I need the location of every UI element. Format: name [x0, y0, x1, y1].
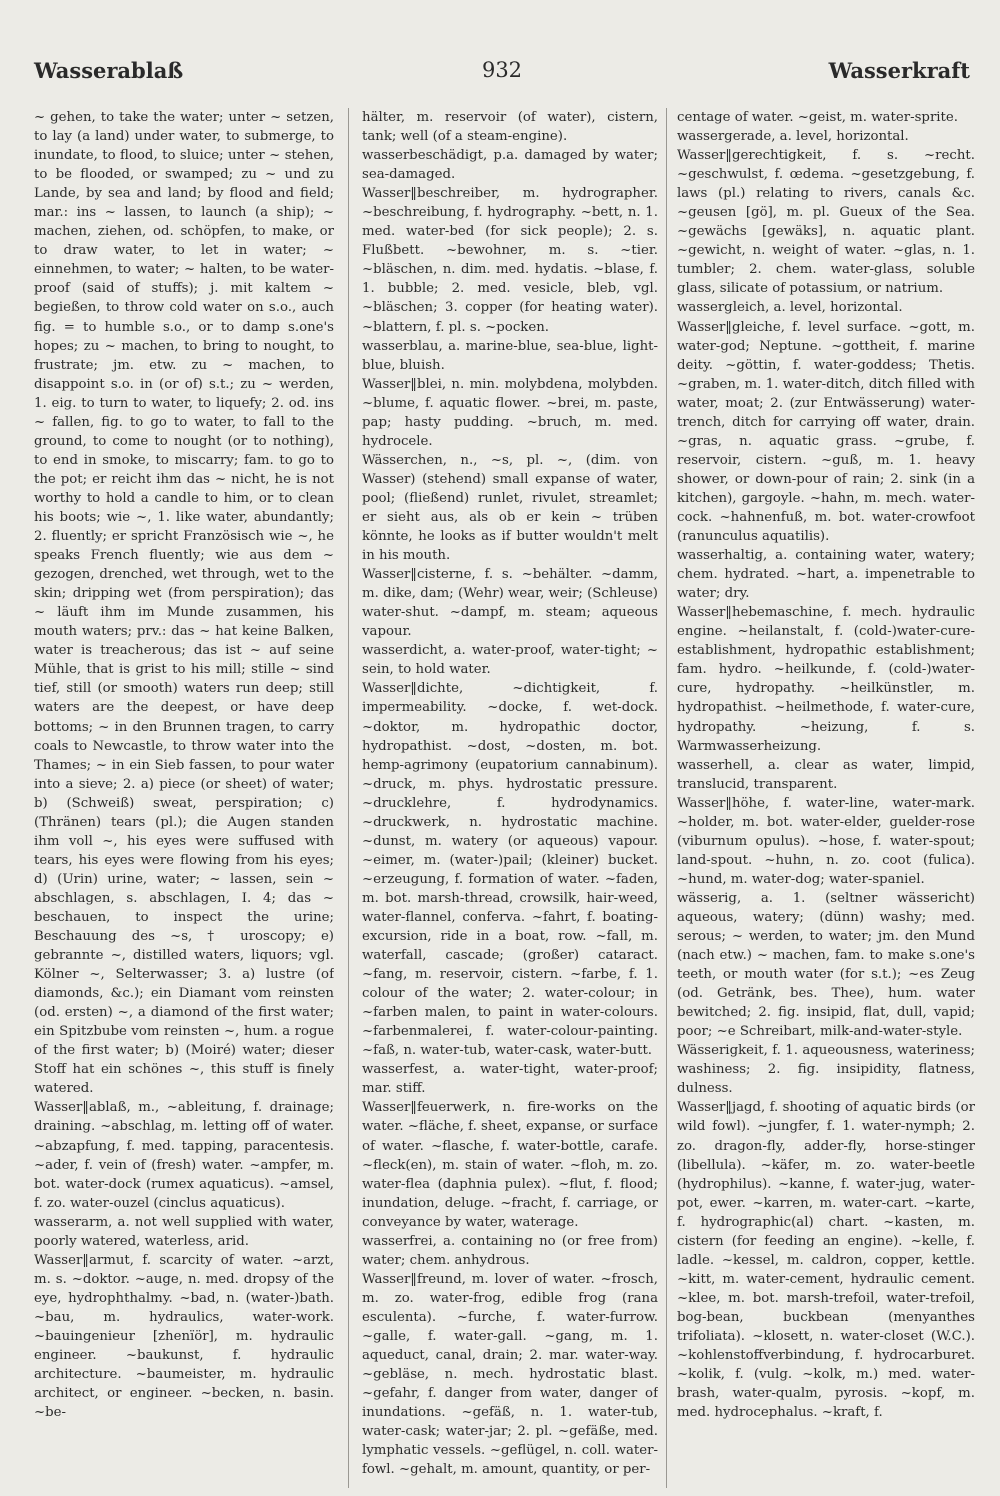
entry-paragraph: Wasser‖feuerwerk, n. fire-works on the water. ~fläche, f. sheet, expanse, or surface of water. ~flasche, f. water-bottle, carafe. ~fleck(en), m. stain of water. ~floh, m. zo. water-flea (daphnia pulex). ~flut, f. flood; inundation, deluge. ~fracht, f. carriage, or conveyance by water, waterage.: [362, 1100, 658, 1230]
header-left-guideword: Wasserablaß: [34, 58, 184, 83]
entry-paragraph: Wasser‖gleiche, f. level surface. ~gott, m. water-god; Neptune. ~gottheit, f. marine deity. ~göttin, f. water-goddess; Thetis. ~graben, m. 1. water-ditch, ditch filled with water, moat; 2. (zur Entwässerung) water-trench, ditch for carrying off water, drain. ~gras, n. aquatic grass. ~grube, f. reservoir, cistern. ~guß, m. 1. heavy shower, or down-pour of rain; 2. sink (in a kitchen), gargoyle. ~hahn, m. mech. water-cock. ~hahnenfuß, m. bot. water-crowfoot (ranunculus aquatilis).: [677, 319, 975, 545]
entry-paragraph: Wasser‖freund, m. lover of water. ~frosch, m. zo. water-frog, edible frog (rana esculenta). ~furche, f. water-furrow. ~galle, f. water-gall. ~gang, m. 1. aqueduct, canal, drain; 2. mar. water-way. ~gebläse, n. mech. hydrostatic blast. ~gefahr, f. danger from water, danger of inundations. ~gefäß, n. 1. water-tub, water-cask; water-jar; 2. pl. ~gefäße, med. lymphatic vessels. ~geflügel, n. coll. water-fowl. ~gehalt, m. amount, quantity, or per-: [362, 1271, 658, 1478]
column-divider: [666, 108, 667, 1488]
entry-paragraph: wasserblau, a. marine-blue, sea-blue, light-blue, bluish.: [362, 338, 658, 373]
page-header: [34, 58, 970, 92]
entry-paragraph: Wasser‖dichte, ~dichtigkeit, f. impermeability. ~docke, f. wet-dock. ~doktor, m. hydropathic doctor, hydropathist. ~dost, ~dosten, m. bot. hemp-agrimony (eupatorium cannabinum). ~druck, m. phys. hydrostatic pressure. ~drucklehre, f. hydrodynamics. ~druckwerk, n. hydrostatic machine. ~dunst, m. watery (or aqueous) vapour. ~eimer, m. (water-)pail; (kleiner) bucket. ~erzeugung, f. formation of water. ~faden, m. bot. marsh-thread, crowsilk, hair-weed, water-flannel, conferva. ~fahrt, f. boating-excursion, ride in a boat, row. ~fall, m. waterfall, cascade; (großer) cataract. ~fang, m. reservoir, cistern. ~farbe, f. 1. colour of the water; 2. water-colour; in ~farben malen, to paint in water-colours. ~farbenmalerei, f. water-colour-painting. ~faß, n. water-tub, water-cask, water-butt.: [362, 681, 658, 1059]
entry-paragraph: Wasser‖beschreiber, m. hydrographer. ~beschreibung, f. hydrography. ~bett, n. 1. med. water-bed (for sick people); 2. s. Flußbett. ~bewohner, m. s. ~tier. ~bläschen, n. dim. med. hydatis. ~blase, f. 1. bubble; 2. med. vesicle, bleb, vgl. ~bläschen; 3. copper (for heating water). ~blattern, f. pl. s. ~pocken.: [362, 186, 658, 335]
entry-paragraph: Wasser‖armut, f. scarcity of water. ~arzt, m. s. ~doktor. ~auge, n. med. dropsy of the eye, hydrophthalmy. ~bad, n. (water-)bath. ~bau, m. hydraulics, water-work. ~bauingenieur [zhenïör], m. hydraulic engineer. ~baukunst, f. hydraulic architecture. ~baumeister, m. hydraulic architect, or engineer. ~becken, n. basin. ~be-: [34, 1252, 334, 1421]
entry-paragraph: Wässerigkeit, f. 1. aqueousness, wateriness; washiness; 2. fig. insipidity, flatness, dulness.: [677, 1043, 975, 1097]
column-3: [677, 108, 975, 1478]
entry-paragraph: Wasser‖blei, n. min. molybdena, molybden. ~blume, f. aquatic flower. ~brei, m. paste, pap; hasty pudding. ~bruch, m. med. hydrocele.: [362, 376, 658, 449]
entry-paragraph: Wasser‖höhe, f. water-line, water-mark. ~holder, m. bot. water-elder, guelder-rose (viburnum opulus). ~hose, f. water-spout; land-spout. ~huhn, n. zo. coot (fulica). ~hund, m. water-dog; water-spaniel.: [677, 795, 975, 887]
entry-paragraph: ~ gehen, to take the water; unter ~ setzen, to lay (a land) under water, to submerge, to inundate, to flood, to sluice; unter ~ stehen, to be flooded, or swamped; zu ~ und zu Lande, by sea and land; by flood and field; mar.: ins ~ lassen, to launch (a ship); ~ machen, ziehen, od. schöpfen, to make, or to draw water, to let in water; ~ einnehmen, to water; ~ halten, to be water-proof (said of stuffs); j. mit kaltem ~ begießen, to throw cold water on s.o., auch fig. = to humble s.o., or to damp s.one's hopes; zu ~ machen, to bring to nought, to frustrate; jm. etw. zu ~ machen, to disappoint s.o. in (or of) s.t.; zu ~ werden, 1. eig. to turn to water, to liquefy; 2. od. ins ~ fallen, fig. to go to water, to fall to the ground, to come to nought (or to nothing), to end in smoke, to miscarry; fam. to go to the pot; er reicht ihm das ~ nicht, he is not worthy to hold a candle to him, or to clean his boots; wie ~, 1. like water, abundantly; 2. fluently; er spricht Französisch wie ~, he speaks French fluently; wie aus dem ~ gezogen, drenched, wet through, wet to the skin; dripping wet (from perspiration); das ~ läuft ihm im Munde zusammen, his mouth waters; prv.: das ~ hat keine Balken, water is treacherous; das ist ~ auf seine Mühle, that is grist to his mill; stille ~ sind tief, still (or smooth) waters run deep; still waters are the deepest, or have deep bottoms; ~ in den Brunnen tragen, to carry coals to Newcastle, to throw water into the Thames; ~ in ein Sieb fassen, to pour water into a sieve; 2. a) piece (or sheet) of water; b) (Schweiß) sweat, perspiration; c) (Thränen) tears (pl.); die Augen standen ihm voll ~, his eyes were suffused with tears, his eyes were flowing from his eyes; d) (Urin) urine, water; ~ lassen, sein ~ abschlagen, s. abschlagen, I. 4; das ~ beschauen, to inspect the urine; Beschauung des ~s, † uroscopy; e) gebrannte ~, distilled waters, liquors; vgl. Kölner ~, Selterwasser; 3. a) lustre (of diamonds, &c.); ein Diamant vom reinsten (od. ersten) ~, a diamond of the first water; ein Spitzbube vom reinsten ~, hum. a rogue of the first water; b) (Moiré) water; dieser Stoff hat ein schönes ~, this stuff is finely watered.: [34, 110, 334, 1097]
entry-paragraph: Wasser‖jagd, f. shooting of aquatic birds (or wild fowl). ~jungfer, f. 1. water-nymph; 2. zo. dragon-fly, adder-fly, horse-stinger (libellula). ~käfer, m. zo. water-beetle (hydrophilus). ~kanne, f. water-jug, water-pot, ewer. ~karren, m. water-cart. ~karte, f. hydrographic(al) chart. ~kasten, m. cistern (for feeding an engine). ~kelle, f. ladle. ~kessel, m. caldron, copper, kettle. ~kitt, m. water-cement, hydraulic cement. ~klee, m. bot. marsh-trefoil, water-trefoil, bog-bean, buckbean (menyanthes trifoliata). ~klosett, n. water-closet (W.C.). ~kohlenstoffverbindung, f. hydrocarburet. ~kolik, f. (vulg. ~kolk, m.) med. water-brash, water-qualm, pyrosis. ~kopf, m. med. hydrocephalus. ~kraft, f.: [677, 1100, 975, 1421]
entry-paragraph: wasserarm, a. not well supplied with water, poorly watered, waterless, arid.: [34, 1214, 334, 1249]
entry-paragraph: wässerig, a. 1. (seltner wässericht) aqueous, watery; (dünn) washy; med. serous; ~ werden, to water; jm. den Mund (nach etw.) ~ machen, fam. to make s.one's teeth, or mouth water (for s.t.); ~es Zeug (od. Getränk, bes. Thee), hum. water bewitched; 2. fig. insipid, flat, dull, vapid; poor; ~e Schreibart, milk-and-water-style.: [677, 890, 975, 1040]
column-divider: [348, 108, 349, 1488]
entry-paragraph: wasserfrei, a. containing no (or free from) water; chem. anhydrous.: [362, 1233, 658, 1268]
entry-paragraph: wasserbeschädigt, p.a. damaged by water; sea-damaged.: [362, 148, 658, 183]
entry-paragraph: centage of water. ~geist, m. water-sprite.: [677, 110, 958, 125]
entry-paragraph: wasserhell, a. clear as water, limpid, translucid, transparent.: [677, 757, 975, 792]
entry-paragraph: Wasser‖ablaß, m., ~ableitung, f. drainage; draining. ~abschlag, m. letting off of water. ~abzapfung, f. med. tapping, paracentesis. ~ader, f. vein of (fresh) water. ~ampfer, m. bot. water-dock (rumex aquaticus). ~amsel, f. zo. water-ouzel (cinclus aquaticus).: [34, 1100, 334, 1211]
entry-paragraph: Wasser‖gerechtigkeit, f. s. ~recht. ~geschwulst, f. œdema. ~gesetzgebung, f. laws (pl.) relating to rivers, canals &c. ~geusen [gö], m. pl. Gueux of the Sea. ~gewächs [gewäks], n. aquatic plant. ~gewicht, n. weight of water. ~glas, n. 1. tumbler; 2. chem. water-glass, soluble glass, silicate of potassium, or natrium.: [677, 148, 975, 297]
entry-paragraph: wasserdicht, a. water-proof, water-tight; ~ sein, to hold water.: [362, 643, 658, 678]
entry-paragraph: wasserfest, a. water-tight, water-proof; mar. stiff.: [362, 1062, 658, 1097]
header-right-guideword: Wasserkraft: [828, 58, 970, 83]
entry-paragraph: Wasser‖cisterne, f. s. ~behälter. ~damm, m. dike, dam; (Wehr) wear, weir; (Schleuse) water-shut. ~dampf, m. steam; aqueous vapour.: [362, 567, 658, 640]
entry-paragraph: Wasser‖hebemaschine, f. mech. hydraulic engine. ~heilanstalt, f. (cold-)water-cure-establishment, hydropathic establishment; fam. hydro. ~heilkunde, f. (cold-)water-cure, hydropathy. ~heilkünstler, m. hydropathist. ~heilmethode, f. water-cure, hydropathy. ~heizung, f. s. Warmwasserheizung.: [677, 605, 975, 754]
column-1: [34, 108, 334, 1478]
entry-paragraph: wassergerade, a. level, horizontal.: [677, 129, 909, 145]
entry-paragraph: wasserhaltig, a. containing water, watery; chem. hydrated. ~hart, a. impenetrable to water; dry.: [677, 548, 975, 602]
entry-paragraph: Wässerchen, n., ~s, pl. ~, (dim. von Wasser) (stehend) small expanse of water, pool; (fließend) runlet, rivulet, streamlet; er sieht aus, als ob er kein ~ trüben könnte, he looks as if butter wouldn't melt in his mouth.: [362, 452, 658, 564]
entry-paragraph: wassergleich, a. level, horizontal.: [677, 300, 903, 316]
entry-paragraph: hälter, m. reservoir (of water), cistern, tank; well (of a steam-engine).: [362, 110, 658, 145]
column-2: [362, 108, 658, 1478]
page-number: 932: [481, 58, 523, 82]
